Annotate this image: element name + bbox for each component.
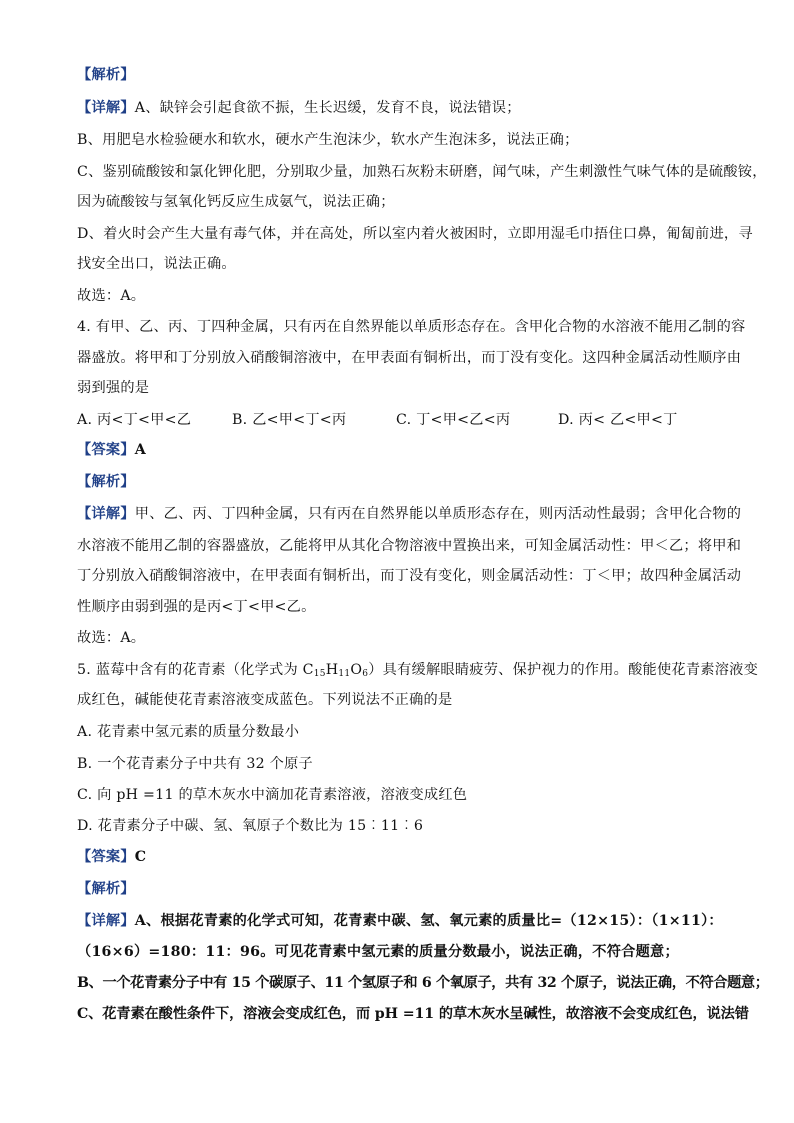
q5-stem-text: 5. 蓝莓中含有的花青素（化学式为 C <box>77 662 314 678</box>
q4-option-d: D. 丙< 乙<甲<丁 <box>558 412 678 428</box>
q5-detail-line-4: C、花青素在酸性条件下，溶液会变成红色，而 pH =11 的草木灰水呈碱性，故溶液不会变成红色，说法错 <box>77 1006 749 1022</box>
q5-option-a: A. 花青素中氢元素的质量分数最小 <box>77 724 300 740</box>
answer-tag: 【答案】 <box>77 442 135 458</box>
q3-detail-line-c2: 因为硫酸铵与氢氧化钙反应生成氨气，说法正确； <box>77 194 395 210</box>
q5-option-b: B. 一个花青素分子中共有 32 个原子 <box>77 756 313 772</box>
q3-detail-line-c1: C、鉴别硫酸铵和氯化钾化肥，分别取少量，加熟石灰粉末研磨，闻气味，产生刺激性气味气体的是硫酸铵， <box>77 164 767 180</box>
q3-detail-line-d1: D、着火时会产生大量有毒气体，并在高处，所以室内着火被困时，立即用湿毛巾捂住口鼻，匍匐前进，寻 <box>77 226 753 242</box>
q4-option-a: A. 丙<丁<甲<乙 <box>77 412 192 428</box>
q5-stem-line-2: 成红色，碱能使花青素溶液变成蓝色。下列说法不正确的是 <box>77 692 453 708</box>
q3-final-answer: 故选：A。 <box>77 288 146 304</box>
analysis-tag: 【解析】 <box>77 474 135 490</box>
answer-value: A <box>134 442 147 458</box>
formula-o: O <box>350 662 363 678</box>
q5-option-d: D. 花青素分子中碳、氢、氧原子个数比为 15︰11︰6 <box>77 818 424 834</box>
analysis-tag: 【解析】 <box>77 881 135 897</box>
q4-stem-line-3: 弱到强的是 <box>77 380 150 396</box>
analysis-tag: 【解析】 <box>77 67 135 83</box>
q5-analysis-heading <box>77 879 135 899</box>
q4-option-c: C. 丁<甲<乙<丙 <box>396 412 511 428</box>
q5-detail-line-2: （16×6）=180：11：96。可见花青素中氢元素的质量分数最小，说法正确，不符合题意； <box>77 944 679 960</box>
q4-detail-line-1 <box>77 504 741 524</box>
subscript-11: 11 <box>338 669 351 679</box>
q4-stem-line-1: 4. 有甲、乙、丙、丁四种金属，只有丙在自然界能以单质形态存在。含甲化合物的水溶液不能用乙制的容 <box>77 319 746 335</box>
q4-stem-line-2: 器盛放。将甲和丁分别放入硝酸铜溶液中，在甲表面有铜析出，而丁没有变化。这四种金属活动性顺序由 <box>77 350 742 366</box>
q5-detail-line-1 <box>77 911 723 931</box>
q4-detail-line-4: 性顺序由弱到强的是丙<丁<甲<乙。 <box>77 599 316 615</box>
q3-detail-line-d2: 找安全出口，说法正确。 <box>77 256 236 272</box>
q4-detail-line-3: 丁分别放入硝酸铜溶液中，在甲表面有铜析出，而丁没有变化，则金属活动性：丁＜甲；故四种金属活动 <box>77 568 742 584</box>
detail-text: A、缺锌会引起食欲不振，生长迟缓，发育不良，说法错误； <box>134 100 521 116</box>
q4-final-answer: 故选：A。 <box>77 630 146 646</box>
formula-h: H <box>325 662 339 678</box>
detail-tag: 【详解】 <box>77 913 135 929</box>
subscript-6: 6 <box>362 669 369 679</box>
detail-text: 甲、乙、丙、丁四种金属，只有丙在自然界能以单质形态存在，则丙活动性最弱；含甲化合物的 <box>134 506 742 522</box>
q4-options <box>77 410 717 430</box>
detail-text: A、根据花青素的化学式可知，花青素中碳、氢、氧元素的质量比=（12×15）：（1×11）： <box>134 913 723 929</box>
q5-stem-text-rest: ）具有缓解眼睛疲劳、保护视力的作用。酸能使花青素溶液变 <box>368 662 759 678</box>
q5-stem-line-1 <box>77 660 758 680</box>
q3-analysis-heading <box>77 65 135 85</box>
q4-analysis-heading <box>77 472 135 492</box>
q4-answer-line <box>77 440 146 460</box>
q5-answer-line <box>77 847 146 867</box>
q4-detail-line-2: 水溶液不能用乙制的容器盛放，乙能将甲从其化合物溶液中置换出来，可知金属活动性：甲＜乙；将甲和 <box>77 538 742 554</box>
q4-option-b: B. 乙<甲<丁<丙 <box>232 412 347 428</box>
detail-tag: 【详解】 <box>77 506 135 522</box>
q5-option-c: C. 向 pH =11 的草木灰水中滴加花青素溶液，溶液变成红色 <box>77 787 468 803</box>
q3-detail-line-a <box>77 98 521 118</box>
q5-detail-line-3: B、一个花青素分子中有 15 个碳原子、11 个氢原子和 6 个氧原子，共有 32 个原子，说法正确，不符合题意； <box>77 975 769 991</box>
answer-tag: 【答案】 <box>77 849 135 865</box>
answer-value: C <box>134 849 147 865</box>
q3-detail-line-b: B、用肥皂水检验硬水和软水，硬水产生泡沫少，软水产生泡沫多，说法正确； <box>77 132 579 148</box>
subscript-15: 15 <box>313 669 326 679</box>
detail-tag: 【详解】 <box>77 100 135 116</box>
